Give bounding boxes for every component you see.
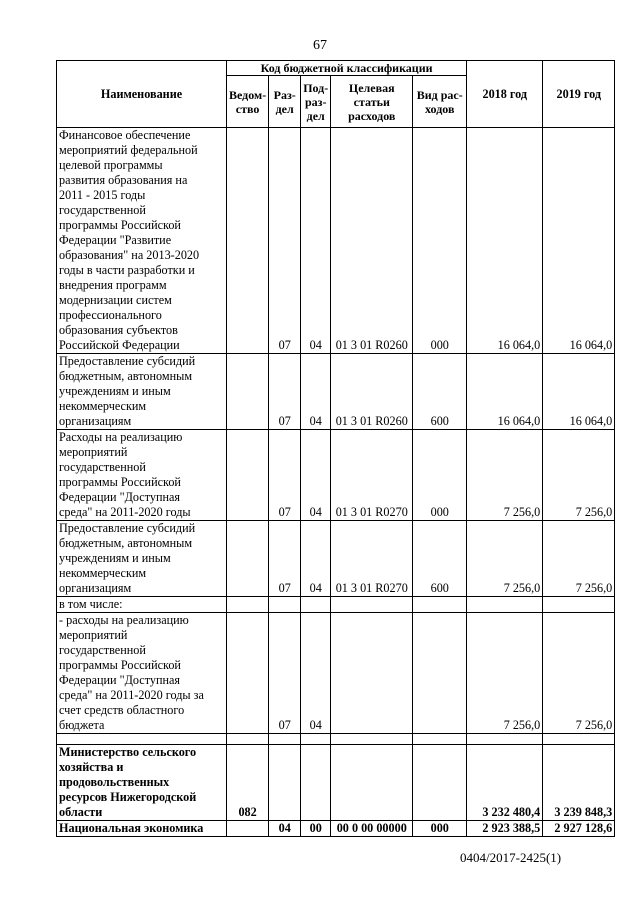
row-target <box>331 745 413 821</box>
row-2019 <box>543 597 615 613</box>
row-name: Финансовое обеспечение мероприятий федеральной целевой программы развития образования на 2011 - 2015 годы государственной программы Российской Федерации "Развитие образования" на 2013-2020 годы в части разработки и внедрения программ модернизации систем профессионального образования субъектов Российской Федерации <box>57 128 227 354</box>
header-target: Целевая статьи расходов <box>331 76 413 128</box>
row-razdel: 04 <box>269 821 301 837</box>
row-name: Расходы на реализацию мероприятий государственной программы Российской Федерации "Доступная среда" на 2011-2020 годы <box>57 430 227 521</box>
row-target: 01 3 01 R0270 <box>331 521 413 597</box>
row-vid: 000 <box>413 430 467 521</box>
row-2019: 7 256,0 <box>543 430 615 521</box>
row-target: 01 3 01 R0270 <box>331 430 413 521</box>
row-podrazdel: 04 <box>301 430 331 521</box>
table-row <box>57 128 615 354</box>
table-row <box>57 745 615 821</box>
header-year-2018: 2018 год <box>467 61 543 128</box>
row-target <box>331 597 413 613</box>
row-ved <box>227 613 269 734</box>
row-podrazdel: 04 <box>301 521 331 597</box>
row-ved <box>227 821 269 837</box>
row-2019: 3 239 848,3 <box>543 745 615 821</box>
row-podrazdel <box>301 745 331 821</box>
row-2018: 7 256,0 <box>467 430 543 521</box>
row-vid <box>413 745 467 821</box>
row-target: 01 3 01 R0260 <box>331 354 413 430</box>
row-name: Предоставление субсидий бюджетным, автономным учреждениям и иным некоммерческим организациям <box>57 521 227 597</box>
row-2018 <box>467 597 543 613</box>
row-ved <box>227 430 269 521</box>
row-name: Национальная экономика <box>57 821 227 837</box>
header-razdel: Раз-дел <box>269 76 301 128</box>
header-name: Наименование <box>57 61 227 128</box>
row-target: 01 3 01 R0260 <box>331 128 413 354</box>
row-2018: 16 064,0 <box>467 354 543 430</box>
table-row <box>57 613 615 734</box>
row-razdel: 07 <box>269 430 301 521</box>
row-ved <box>227 354 269 430</box>
document-code: 0404/2017-2425(1) <box>460 850 562 865</box>
table-row <box>57 821 615 837</box>
row-razdel <box>269 745 301 821</box>
row-name: Предоставление субсидий бюджетным, автономным учреждениям и иным некоммерческим организациям <box>57 354 227 430</box>
row-podrazdel: 04 <box>301 354 331 430</box>
row-vid: 000 <box>413 821 467 837</box>
row-2018: 16 064,0 <box>467 128 543 354</box>
header-code-group: Код бюджетной классификации <box>227 61 467 76</box>
row-2018: 7 256,0 <box>467 521 543 597</box>
row-razdel <box>269 597 301 613</box>
table-spacer-row <box>57 734 615 745</box>
row-name: Министерство сельского хозяйства и продовольственных ресурсов Нижегородской области <box>57 745 227 821</box>
table-row <box>57 597 615 613</box>
row-podrazdel: 00 <box>301 821 331 837</box>
row-2019: 7 256,0 <box>543 613 615 734</box>
row-ved <box>227 521 269 597</box>
row-2018: 7 256,0 <box>467 613 543 734</box>
row-vid: 600 <box>413 521 467 597</box>
row-2018: 2 923 388,5 <box>467 821 543 837</box>
row-razdel: 07 <box>269 128 301 354</box>
row-vid: 000 <box>413 128 467 354</box>
row-ved <box>227 128 269 354</box>
row-vid <box>413 597 467 613</box>
row-2019: 7 256,0 <box>543 521 615 597</box>
header-vedomstvo: Ведом-ство <box>227 76 269 128</box>
row-name: в том числе: <box>57 597 227 613</box>
row-razdel: 07 <box>269 521 301 597</box>
table-row <box>57 521 615 597</box>
header-vid: Вид рас-ходов <box>413 76 467 128</box>
header-year-2019: 2019 год <box>543 61 615 128</box>
page-number: 67 <box>313 38 327 53</box>
row-target: 00 0 00 00000 <box>331 821 413 837</box>
row-name: - расходы на реализацию мероприятий государственной программы Российской Федерации "Доступная среда" на 2011-2020 годы за счет средств областного бюджета <box>57 613 227 734</box>
row-2019: 2 927 128,6 <box>543 821 615 837</box>
row-podrazdel <box>301 597 331 613</box>
row-2018: 3 232 480,4 <box>467 745 543 821</box>
table-row <box>57 430 615 521</box>
row-razdel: 07 <box>269 354 301 430</box>
row-razdel: 07 <box>269 613 301 734</box>
row-target <box>331 613 413 734</box>
table-row <box>57 354 615 430</box>
row-2019: 16 064,0 <box>543 128 615 354</box>
header-podrazdel: Под-раз-дел <box>301 76 331 128</box>
row-vid: 600 <box>413 354 467 430</box>
row-ved: 082 <box>227 745 269 821</box>
row-ved <box>227 597 269 613</box>
row-vid <box>413 613 467 734</box>
row-2019: 16 064,0 <box>543 354 615 430</box>
row-podrazdel: 04 <box>301 613 331 734</box>
budget-table <box>56 60 615 837</box>
row-podrazdel: 04 <box>301 128 331 354</box>
